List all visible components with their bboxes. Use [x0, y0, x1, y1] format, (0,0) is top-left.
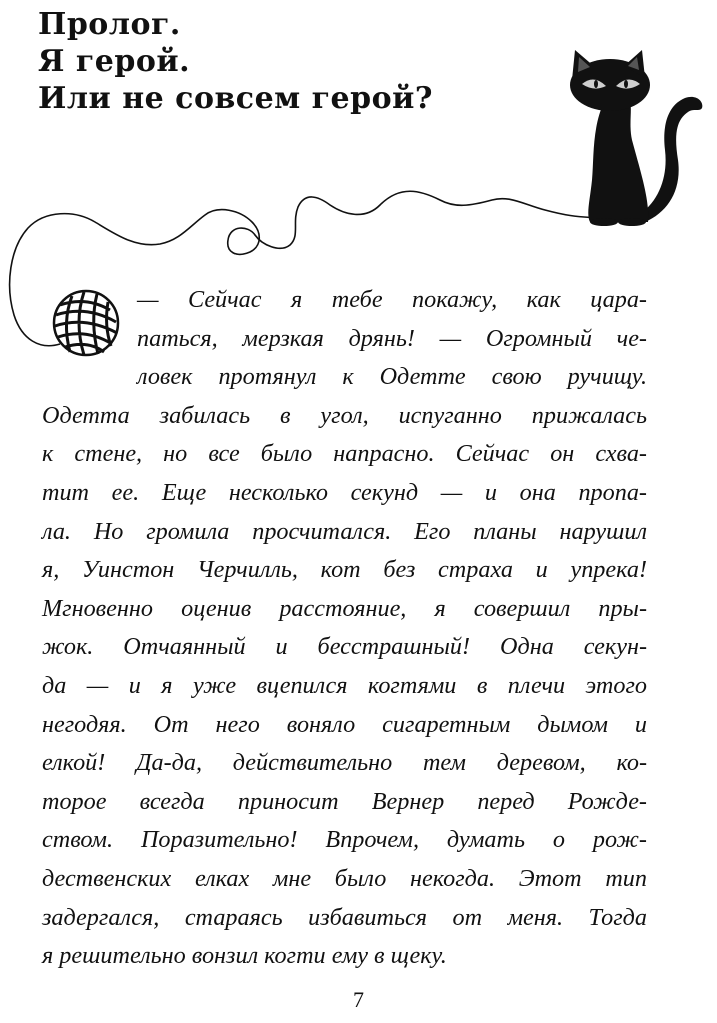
page-number: 7: [353, 987, 364, 1012]
text-line: паться, мерзкая дрянь! — Огромный че-: [137, 324, 647, 352]
text-line: тит ее. Еще несколько секунд — и она пропа-: [42, 478, 647, 506]
text-line: Мгновенно оценив расстояние, я совершил пры-: [42, 594, 647, 622]
text-line: ством. Поразительно! Впрочем, думать о рож-: [42, 826, 647, 854]
title-line-3: Или не совсем герой?: [38, 81, 433, 116]
text-line: ла. Но громила просчитался. Его планы нарушил: [42, 517, 647, 545]
text-line: ловек протянул к Одетте свою ручищу.: [137, 363, 647, 391]
text-line: жок. Отчаянный и бесстрашный! Одна секун-: [42, 633, 647, 661]
text-line: да — и я уже вцепился когтями в плечи этого: [42, 671, 647, 699]
text-line: торое всегда приносит Вернер перед Рожде-: [42, 787, 647, 815]
text-line: негодяя. От него воняло сигаретным дымом и: [42, 710, 647, 738]
text-line: елкой! Да-да, действительно тем деревом, ко-: [42, 749, 647, 777]
title-line-2: Я герой.: [38, 44, 191, 79]
text-line: — Сейчас я тебе покажу, как цара-: [137, 286, 647, 313]
text-line: задергался, стараясь избавиться от меня. Тогда: [42, 903, 647, 931]
title-line-1: Пролог.: [38, 7, 181, 42]
story-text: [42, 281, 647, 976]
text-line: дественских елках мне было некогда. Этот тип: [42, 864, 647, 892]
text-line: я, Уинстон Черчилль, кот без страха и упрека!: [42, 556, 647, 584]
text-line: я решительно вонзил когти ему в щеку.: [42, 942, 447, 970]
text-line: к стене, но все было напрасно. Сейчас он схва-: [42, 440, 647, 468]
text-line: Одетта забилась в угол, испуганно прижалась: [42, 401, 647, 429]
black-cat-illustration: [570, 50, 702, 226]
